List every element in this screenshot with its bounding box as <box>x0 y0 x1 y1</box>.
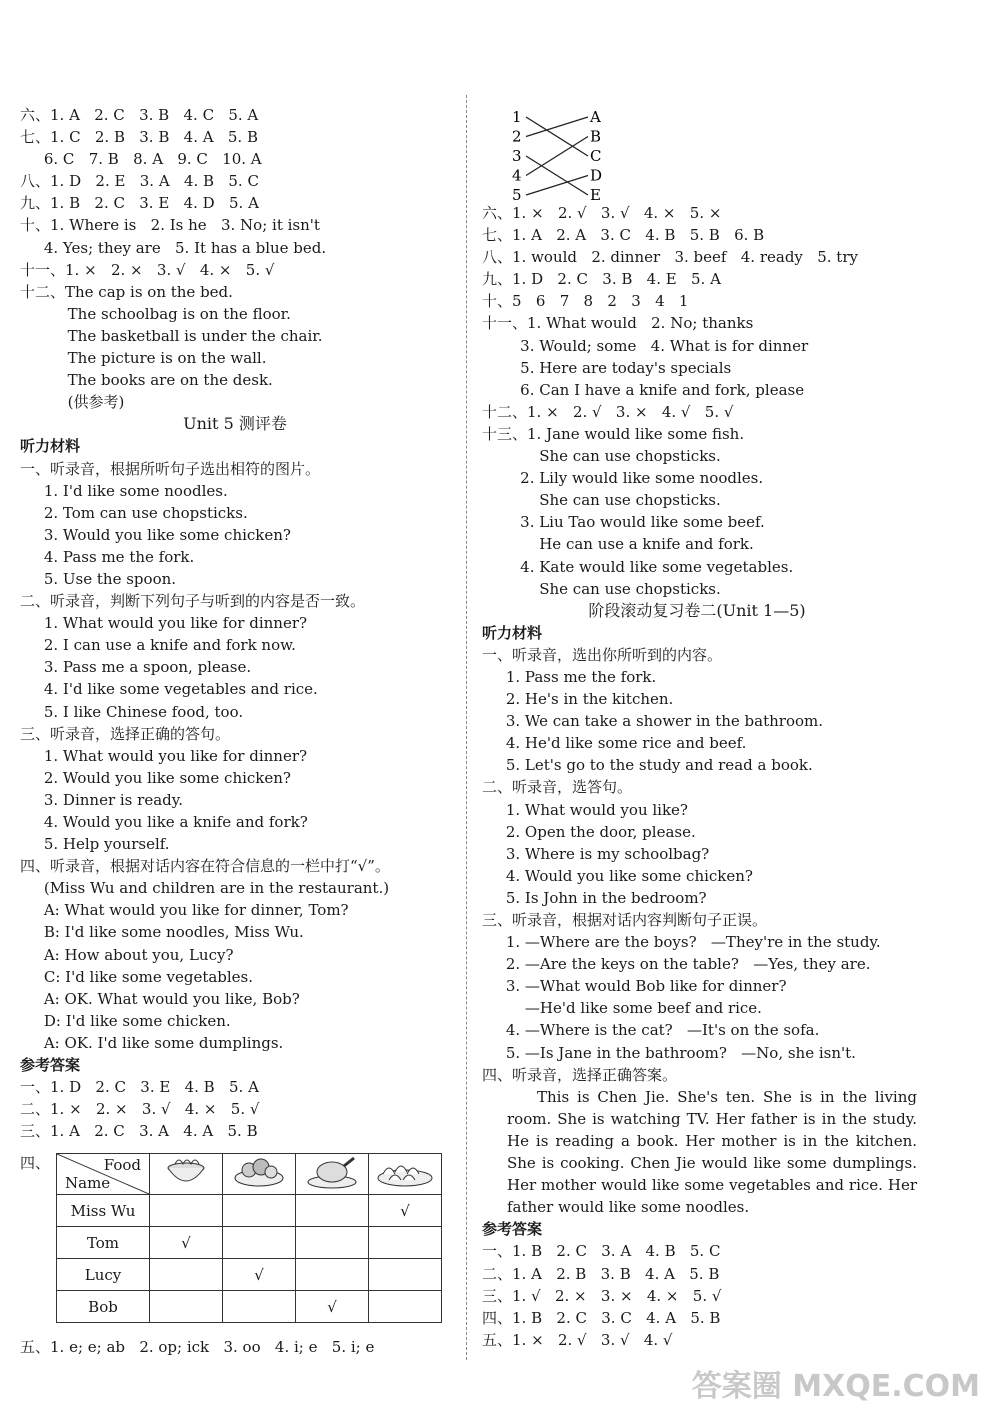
table-header-food: Food <box>103 1156 141 1174</box>
listening-line: 4. Pass me the fork. <box>20 547 195 566</box>
section-title: Unit 5 测评卷 <box>183 414 287 434</box>
answer-line: 一、1. D 2. C 3. E 4. B 5. A <box>20 1078 259 1097</box>
listening-line: 1. What would you like? <box>482 800 688 819</box>
answer-line: 四、1. B 2. C 3. C 4. A 5. B <box>482 1308 721 1327</box>
matching-diagram <box>512 104 632 200</box>
cell <box>296 1195 369 1227</box>
match-line <box>526 176 588 196</box>
answer-line: 6. C 7. B 8. A 9. C 10. A <box>20 150 262 169</box>
answer-line: 七、1. A 2. A 3. C 4. B 5. B 6. B <box>482 226 765 245</box>
match-letter: C <box>590 147 602 165</box>
section-title: 阶段滚动复习卷二(Unit 1—5) <box>588 600 806 620</box>
cell: √ <box>223 1259 296 1291</box>
match-line <box>526 156 588 195</box>
dumplings-icon <box>369 1154 442 1195</box>
cell <box>369 1291 442 1323</box>
listening-line: 5. Help yourself. <box>20 835 170 854</box>
row-name: Miss Wu <box>57 1195 150 1227</box>
table-row <box>57 1291 442 1323</box>
answer-line: She can use chopsticks. <box>482 491 721 510</box>
answer-line: 十一、1. × 2. × 3. √ 4. × 5. √ <box>20 260 275 279</box>
answer-line: 3. Would; some 4. What is for dinner <box>482 336 809 355</box>
listening-line: A: OK. I'd like some dumplings. <box>20 1033 284 1052</box>
table-header-name: Name <box>65 1174 111 1192</box>
cell <box>296 1227 369 1259</box>
answer-line: The picture is on the wall. <box>20 349 267 368</box>
match-letter: E <box>590 186 601 200</box>
match-line <box>526 117 588 137</box>
listening-line: 2. Tom can use chopsticks. <box>20 503 248 522</box>
listening-line: —He'd like some beef and rice. <box>482 999 762 1018</box>
listening-line: D: I'd like some chicken. <box>20 1011 231 1030</box>
cell <box>369 1259 442 1291</box>
section-heading: 听力材料 <box>20 437 81 456</box>
listening-line: C: I'd like some vegetables. <box>20 967 254 986</box>
listening-line: 3. We can take a shower in the bathroom. <box>482 712 824 731</box>
cell <box>296 1259 369 1291</box>
table-row <box>57 1259 442 1291</box>
answer-line: 二、1. × 2. × 3. √ 4. × 5. √ <box>20 1100 260 1119</box>
answer-line: 八、1. D 2. E 3. A 4. B 5. C <box>20 172 259 191</box>
listening-line: 5. Use the spoon. <box>20 569 177 588</box>
listening-line: A: How about you, Lucy? <box>20 945 234 964</box>
listening-line: 5. —Is Jane in the bathroom? —No, she isn't. <box>482 1043 856 1062</box>
listening-line: 四、听录音，根据对话内容在符合信息的一栏中打“√”。 <box>20 857 390 876</box>
answer-line: 十三、1. Jane would like some fish. <box>482 424 745 443</box>
answer-line: 三、1. √ 2. × 3. × 4. × 5. √ <box>482 1286 722 1305</box>
match-letter: D <box>590 166 603 185</box>
listening-line: 二、听录音，选答句。 <box>482 778 633 797</box>
answer-line: 七、1. C 2. B 3. B 4. A 5. B <box>20 128 258 147</box>
answer-line: 3. Liu Tao would like some beef. <box>482 513 765 532</box>
match-number: 2 <box>512 127 522 146</box>
match-number: 3 <box>512 147 522 165</box>
answer-line: 十、1. Where is 2. Is he 3. No; it isn't <box>20 216 320 235</box>
answer-line: 六、1. A 2. C 3. B 4. C 5. A <box>20 106 259 124</box>
match-line <box>526 137 588 176</box>
answer-line: 十一、1. What would 2. No; thanks <box>482 314 754 333</box>
answer-line: 十、5 6 7 8 2 3 4 1 <box>482 292 689 311</box>
answer-line: 九、1. B 2. C 3. E 4. D 5. A <box>20 194 259 213</box>
listening-line: 4. Would you like a knife and fork? <box>20 813 308 831</box>
cell <box>150 1195 223 1227</box>
section-heading: 参考答案 <box>20 1056 81 1075</box>
right-column <box>482 202 917 1351</box>
row-name: Tom <box>57 1227 150 1259</box>
row-name: Bob <box>57 1291 150 1323</box>
left-column <box>20 104 450 1142</box>
answer-line: 五、1. e; e; ab 2. op; ick 3. oo 4. i; e 5. i; e <box>20 1338 375 1356</box>
table-row <box>57 1195 442 1227</box>
match-number: 1 <box>512 108 522 126</box>
noodles-icon <box>150 1154 223 1195</box>
cell <box>369 1227 442 1259</box>
cell <box>223 1195 296 1227</box>
answer-line: 4. Kate would like some vegetables. <box>482 557 794 576</box>
listening-line: 3. Would you like some chicken? <box>20 525 291 544</box>
answer-line: 一、1. B 2. C 3. A 4. B 5. C <box>482 1242 721 1261</box>
listening-line: 5. I like Chinese food, too. <box>20 702 244 721</box>
match-number: 5 <box>512 186 522 200</box>
listening-line: 5. Let's go to the study and read a book. <box>482 756 813 775</box>
cell: √ <box>369 1195 442 1227</box>
listening-line: 3. —What would Bob like for dinner? <box>482 977 787 996</box>
listening-line: 1. Pass me the fork. <box>482 667 657 686</box>
answer-line: She can use chopsticks. <box>482 579 721 598</box>
answer-line: 八、1. would 2. dinner 3. beef 4. ready 5. try <box>482 248 858 267</box>
listening-line: A: OK. What would you like, Bob? <box>20 989 300 1008</box>
answer-line: 5. Here are today's specials <box>482 358 732 377</box>
listening-line: 1. What would you like for dinner? <box>20 746 308 765</box>
table-row <box>57 1227 442 1259</box>
listening-line: A: What would you like for dinner, Tom? <box>20 901 349 920</box>
answer-line: 三、1. A 2. C 3. A 4. A 5. B <box>20 1122 258 1141</box>
listening-line: 4. Would you like some chicken? <box>482 866 753 885</box>
chicken-icon <box>296 1154 369 1195</box>
answer-line: The books are on the desk. <box>20 371 273 390</box>
vegetables-icon <box>223 1154 296 1195</box>
listening-line: 三、听录音，根据对话内容判断句子正误。 <box>482 911 768 929</box>
cell <box>150 1259 223 1291</box>
match-line <box>526 117 588 156</box>
row-name: Lucy <box>57 1259 150 1291</box>
listening-line: 4. —Where is the cat? —It's on the sofa. <box>482 1021 820 1040</box>
answer-line: 2. Lily would like some noodles. <box>482 469 764 488</box>
cell <box>223 1227 296 1259</box>
listening-line: 1. I'd like some noodles. <box>20 481 228 500</box>
listening-line: 4. He'd like some rice and beef. <box>482 734 747 753</box>
cell <box>150 1291 223 1323</box>
listening-line: 二、听录音，判断下列句子与听到的内容是否一致。 <box>20 592 366 611</box>
listening-line: 四、听录音，选择正确答案。 <box>482 1065 678 1084</box>
listening-line: 一、听录音，根据所听句子选出相符的图片。 <box>20 459 321 478</box>
watermark-logo: 答案圈 MXQE.COM <box>691 1369 980 1404</box>
answer-line: 九、1. D 2. C 3. B 4. E 5. A <box>482 270 721 289</box>
answer-line: 六、1. × 2. √ 3. √ 4. × 5. × <box>482 204 722 222</box>
answer-line: 十二、1. × 2. √ 3. × 4. √ 5. √ <box>482 402 734 421</box>
answer-line: 4. Yes; they are 5. It has a blue bed. <box>20 238 327 257</box>
cell <box>223 1291 296 1323</box>
column-divider <box>466 95 467 1360</box>
listening-line: 2. Open the door, please. <box>482 822 696 841</box>
answer-line: The schoolbag is on the floor. <box>20 304 291 323</box>
listening-line: 2. I can use a knife and fork now. <box>20 636 296 655</box>
listening-line: 2. Would you like some chicken? <box>20 768 291 787</box>
cell: √ <box>150 1227 223 1259</box>
answer-line: 五、1. × 2. √ 3. √ 4. √ <box>482 1330 673 1349</box>
table-header-diagonal <box>57 1154 150 1195</box>
answer-line: (供参考) <box>20 393 125 412</box>
reading-paragraph: This is Chen Jie. She's ten. She is in the living room. She is watching TV. Her father is in the study. He is reading a book. Her mother is in the kitchen. She is cooking. Chen Jie would like some dumplings. Her mother would like some vegetables and rice. Her father would like some noodles. <box>507 1087 917 1217</box>
section-heading: 听力材料 <box>482 623 543 642</box>
listening-line: B: I'd like some noodles, Miss Wu. <box>20 923 304 942</box>
listening-line: 1. What would you like for dinner? <box>20 614 308 633</box>
listening-line: 2. —Are the keys on the table? —Yes, they are. <box>482 955 871 974</box>
listening-line: 3. Where is my schoolbag? <box>482 844 710 863</box>
listening-line: 3. Dinner is ready. <box>20 790 183 809</box>
answer-line: 二、1. A 2. B 3. B 4. A 5. B <box>482 1264 720 1283</box>
match-letter: B <box>590 127 602 146</box>
listening-line: (Miss Wu and children are in the restaurant.) <box>20 879 390 898</box>
listening-line: 3. Pass me a spoon, please. <box>20 658 252 677</box>
answer-line: 十二、The cap is on the bed. <box>20 282 233 301</box>
food-table <box>56 1153 442 1323</box>
listening-line: 三、听录音，选择正确的答句。 <box>20 724 231 743</box>
match-number: 4 <box>512 166 522 185</box>
section-heading: 参考答案 <box>482 1220 543 1239</box>
listening-line: 5. Is John in the bedroom? <box>482 888 707 907</box>
match-letter: A <box>590 108 601 126</box>
answer-line: The basketball is under the chair. <box>20 326 323 345</box>
listening-line: 1. —Where are the boys? —They're in the study. <box>482 933 881 952</box>
answer-line: She can use chopsticks. <box>482 447 721 466</box>
answer-line: He can use a knife and fork. <box>482 535 754 554</box>
listening-line: 一、听录音，选出你所听到的内容。 <box>482 645 723 664</box>
answer-line: 6. Can I have a knife and fork, please <box>482 380 805 399</box>
table-label: 四、 <box>20 1154 51 1172</box>
listening-line: 2. He's in the kitchen. <box>482 690 674 709</box>
cell: √ <box>296 1291 369 1323</box>
listening-line: 4. I'd like some vegetables and rice. <box>20 680 318 699</box>
